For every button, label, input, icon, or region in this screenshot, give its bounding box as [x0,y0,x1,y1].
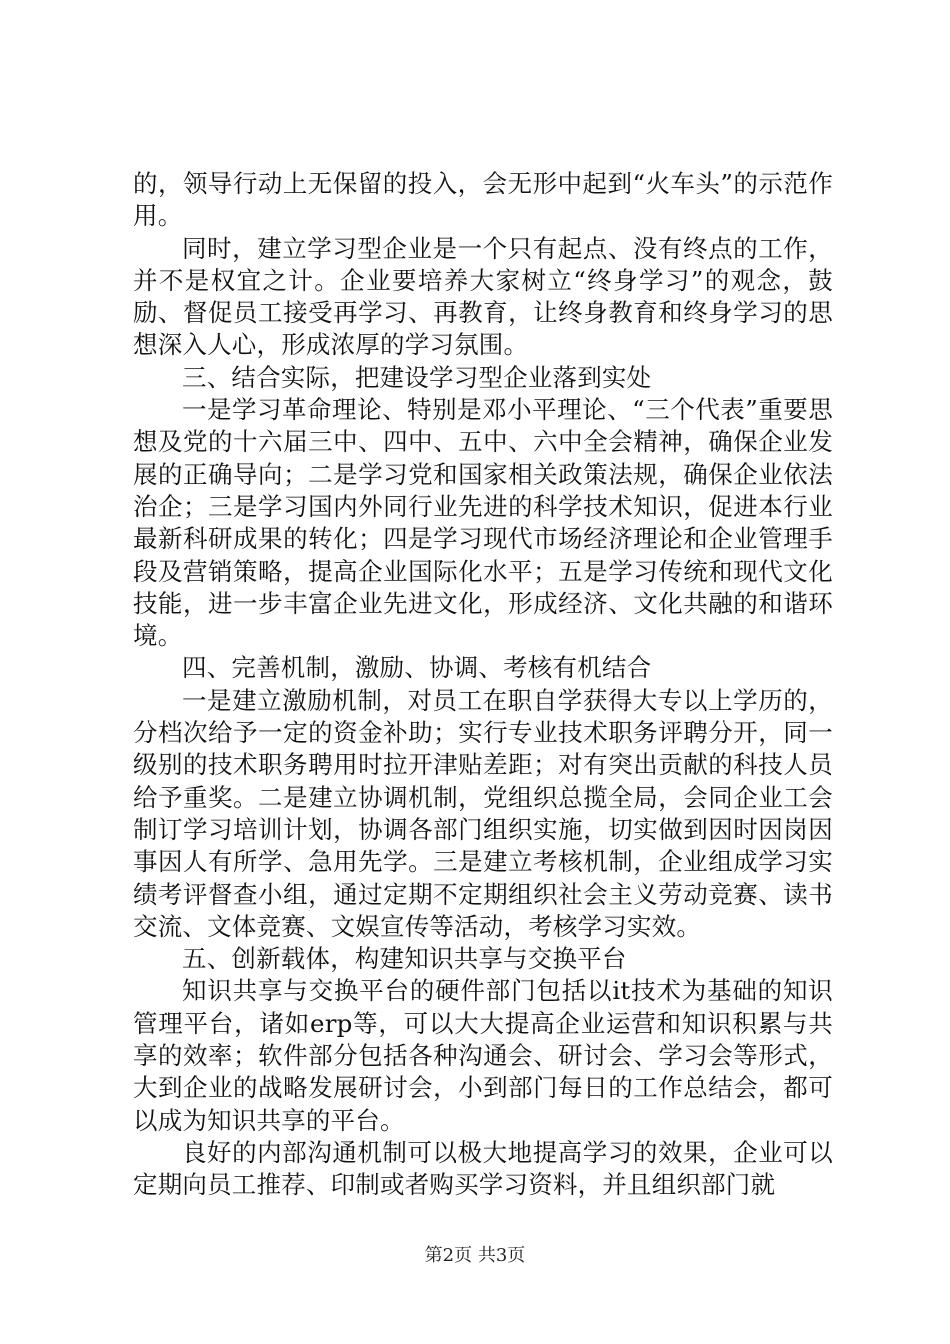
document-body [133,168,833,1202]
section-heading-4: 四、完善机制，激励、协调、考核有机结合 [182,653,652,683]
paragraph-mechanisms: 一是建立激励机制，对员工在职自学获得大专以上学历的，分档次给予一定的资金补助；实行专业技术职务评聘分开，同一级别的技术职务聘用时拉开津贴差距；对有突出贡献的科技人员给予重奖。二是建立协调机制，党组织总揽全局，会同企业工会制订学习培训计划，协调各部门组织实施，切实做到因时因岗因事因人有所学、急用先学。三是建立考核机制，企业组成学习实绩考评督查小组，通过定期不定期组织社会主义劳动竞赛、读书交流、文体竞赛、文娱宣传等活动，考核学习实效。 [133,685,833,941]
paragraph-continuation: 的，领导行动上无保留的投入，会无形中起到“火车头”的示范作用。 [133,169,833,231]
section-heading-5: 五、创新载体，构建知识共享与交换平台 [182,944,627,974]
paragraph-lifelong-learning: 同时，建立学习型企业是一个只有起点、没有终点的工作，并不是权宜之计。企业要培养大家树立“终身学习”的观念，鼓励、督促员工接受再学习、再教育，让终身教育和终身学习的思想深入人心，形成浓厚的学习氛围。 [133,233,833,360]
paragraph-learning-content: 一是学习革命理论、特别是邓小平理论、“三个代表”重要思想及党的十六届三中、四中、五中、六中全会精神，确保企业发展的正确导向；二是学习党和国家相关政策法规，确保企业依法治企；三是学习国内外同行业先进的科学技术知识，促进本行业最新科研成果的转化；四是学习现代市场经济理论和企业管理手段及营销策略，提高企业国际化水平；五是学习传统和现代文化技能，进一步丰富企业先进文化，形成经济、文化共融的和谐环境。 [133,395,833,651]
page-number-footer: 第2页 共3页 [424,1245,526,1266]
paragraph-knowledge-platform: 知识共享与交换平台的硬件部门包括以it技术为基础的知识管理平台，诸如erp等，可以大大提高企业运营和知识积累与共享的效率；软件部分包括各种沟通会、研讨会、学习会等形式，大到企业的战略发展研讨会，小到部门每日的工作总结会，都可以成为知识共享的平台。 [133,976,833,1135]
paragraph-communication: 良好的内部沟通机制可以极大地提高学习的效果，企业可以定期向员工推荐、印制或者购买学习资料，并且组织部门就 [133,1137,833,1200]
section-heading-3: 三、结合实际，把建设学习型企业落到实处 [182,362,652,392]
